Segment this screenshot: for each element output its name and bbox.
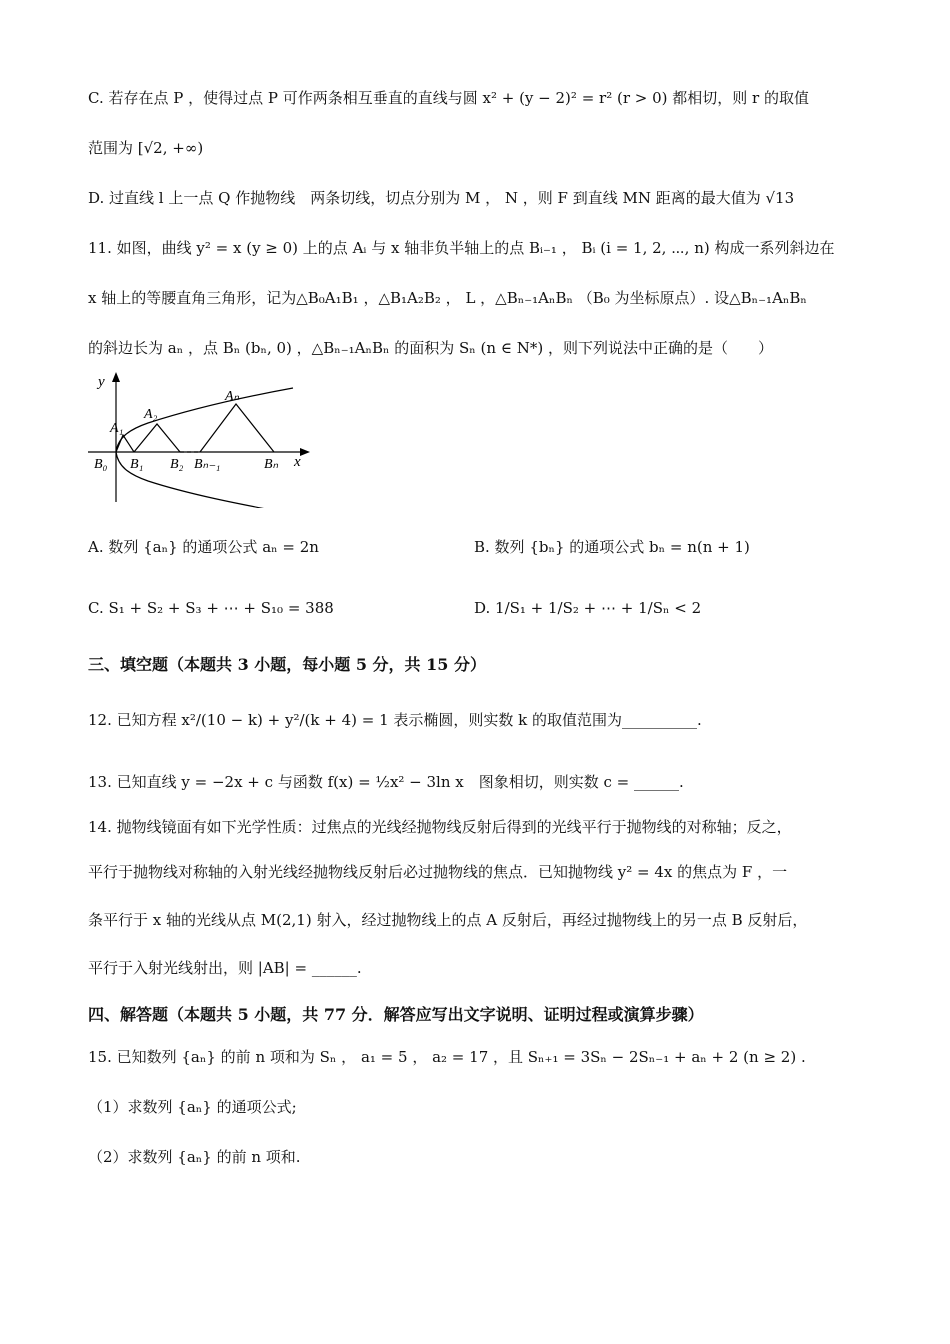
label-bn-1: Bₙ₋₁ (194, 457, 221, 472)
q12: 12. 已知方程 x²/(10 − k) + y²/(k + 4) = 1 表示椭圆，则实数 k 的取值范围为__________. (88, 711, 702, 729)
option-c-line2: 范围为 [√2, +∞) (88, 139, 204, 157)
q14-line2: 平行于抛物线对称轴的入射光线经抛物线反射后必过抛物线的焦点．已知抛物线 y² = 4x 的焦点为 F ，一 (88, 863, 788, 881)
option-d-q11: D. 1/S₁ + 1/S₂ + ⋯ + 1/Sₙ < 2 (474, 599, 702, 617)
y-axis-arrow (112, 372, 120, 382)
label-an: Aₙ (225, 389, 240, 404)
q11-line1: 11. 如图，曲线 y² = x (y ≥ 0) 上的点 Aᵢ 与 x 轴非负半轴上的点 Bᵢ₋₁ ， Bᵢ (i = 1, 2, ⋯, n) 构成一系列斜边在 (88, 239, 835, 257)
q15-stem: 15. 已知数列 {aₙ} 的前 n 项和为 Sₙ ， a₁ = 5 ， a₂ = 17 ，且 Sₙ₊₁ = 3Sₙ − 2Sₙ₋₁ + aₙ + 2 (n ≥ 2) . (88, 1048, 806, 1066)
option-c: C. S₁ + S₂ + S₃ + ⋯ + S₁₀ = 388 (88, 599, 334, 617)
option-c-line1: C. 若存在点 P ，使得过点 P 可作两条相互垂直的直线与圆 x² + (y − 2)² = r² (r > 0) 都相切，则 r 的取值 (88, 89, 809, 107)
q13: 13. 已知直线 y = −2x + c 与函数 f(x) = ½x² − 3ln x 图象相切，则实数 c = ______. (88, 773, 684, 791)
q14-line4: 平行于入射光线射出，则 |AB| = ______. (88, 959, 362, 977)
triangle-2 (134, 424, 180, 452)
section-3-heading: 三、填空题（本题共 3 小题，每小题 5 分，共 15 分） (88, 655, 486, 674)
q15-part1: （1）求数列 {aₙ} 的通项公式; (88, 1098, 297, 1116)
label-x: x (294, 454, 301, 470)
q15-part2: （2）求数列 {aₙ} 的前 n 项和. (88, 1148, 301, 1166)
section-4-heading: 四、解答题（本题共 5 小题，共 77 分．解答应写出文字说明、证明过程或演算步骤） (88, 1005, 704, 1024)
label-a1: A₁ (110, 421, 124, 436)
label-b2: B₂ (170, 457, 184, 472)
x-axis-arrow (300, 448, 310, 456)
q14-line3: 条平行于 x 轴的光线从点 M(2,1) 射入，经过抛物线上的点 A 反射后，再经过抛物线上的另一点 B 反射后， (88, 911, 808, 929)
label-b1: B₁ (130, 457, 144, 472)
q11-figure (88, 368, 318, 508)
q11-line2: x 轴上的等腰直角三角形，记为△B₀A₁B₁ ，△B₁A₂B₂ ， L ，△Bₙ₋₁AₙBₙ （B₀ 为坐标原点）. 设△Bₙ₋₁AₙBₙ (88, 289, 807, 307)
option-a: A. 数列 {aₙ} 的通项公式 aₙ = 2n (88, 538, 319, 556)
q11-line3: 的斜边长为 aₙ ，点 Bₙ (bₙ, 0) ，△Bₙ₋₁AₙBₙ 的面积为 Sₙ (n ∈ N*) ，则下列说法中正确的是（ ） (88, 339, 773, 357)
label-bn: Bₙ (264, 457, 279, 472)
label-a2: A₂ (144, 407, 158, 422)
label-b0: B₀ (94, 457, 108, 472)
triangle-n (200, 404, 274, 452)
option-b: B. 数列 {bₙ} 的通项公式 bₙ = n(n + 1) (474, 538, 750, 556)
label-y: y (98, 374, 105, 390)
option-d: D. 过直线 l 上一点 Q 作抛物线 两条切线，切点分别为 M ， N ，则 F 到直线 MN 距离的最大值为 √13 (88, 189, 795, 207)
q14-line1: 14. 抛物线镜面有如下光学性质：过焦点的光线经抛物线反射后得到的光线平行于抛物线的对称轴；反之， (88, 818, 792, 836)
